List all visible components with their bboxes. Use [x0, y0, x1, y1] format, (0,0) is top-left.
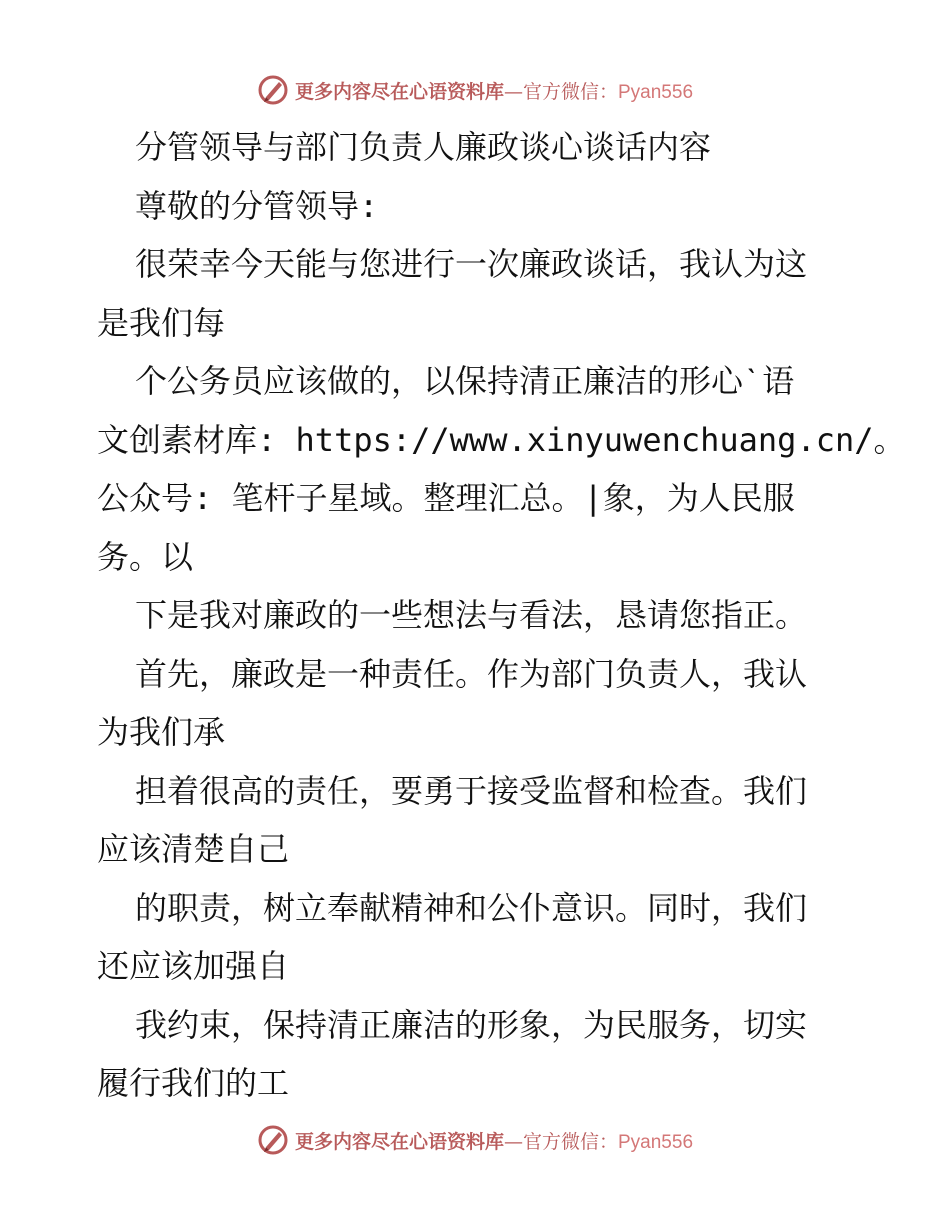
salutation: 尊敬的分管领导:: [135, 186, 379, 225]
body-line: 下是我对廉政的一些想法与看法，恳请您指正。: [135, 596, 808, 634]
watermark-wechat-label: 官方微信：: [522, 1130, 618, 1153]
body-line: 文创素材库: https://www.xinyuwenchuang.cn/。: [97, 420, 906, 459]
document-body: [97, 118, 906, 1113]
pen-circle-logo-icon: [257, 74, 289, 106]
body-line: 应该清楚自己: [97, 830, 290, 868]
watermark-text: [295, 1127, 693, 1154]
body-line: 首先，廉政是一种责任。作为部门负责人，我认: [135, 654, 808, 693]
watermark-wechat-label: 官方微信：: [522, 80, 618, 103]
body-line: 很荣幸今天能与您进行一次廉政谈话，我认为这: [135, 245, 808, 283]
body-line: 履行我们的工: [97, 1064, 290, 1102]
body-line: 是我们每: [97, 303, 226, 342]
body-line: 我约束，保持清正廉洁的形象，为民服务，切实: [135, 1005, 808, 1044]
footer-watermark-banner: [0, 1120, 950, 1160]
watermark-text: [295, 77, 693, 104]
header-watermark-banner: [0, 70, 950, 110]
body-line: 担着很高的责任，要勇于接受监督和检查。我们: [135, 771, 808, 810]
pen-circle-logo-icon: [257, 1124, 289, 1156]
watermark-wechat-id: Pyan556: [618, 81, 694, 103]
body-line: 的职责，树立奉献精神和公仆意识。同时，我们: [135, 888, 808, 927]
watermark-wechat-id: Pyan556: [618, 1131, 694, 1153]
body-line: 还应该加强自: [97, 947, 290, 985]
body-line: 公众号: 笔杆子星域。整理汇总。|象，为人民服: [97, 479, 795, 517]
body-line: 为我们承: [97, 713, 226, 751]
watermark-dash: —: [503, 80, 523, 103]
watermark-site-text: 更多内容尽在心语资料库: [294, 1130, 504, 1153]
body-line: 个公务员应该做的，以保持清正廉洁的形心ˋ语: [135, 362, 795, 400]
watermark-dash: —: [503, 1130, 523, 1153]
watermark-site-text: 更多内容尽在心语资料库: [294, 80, 504, 103]
body-line: 务。以: [97, 537, 194, 576]
document-title: 分管领导与部门负责人廉政谈心谈话内容: [135, 128, 712, 166]
